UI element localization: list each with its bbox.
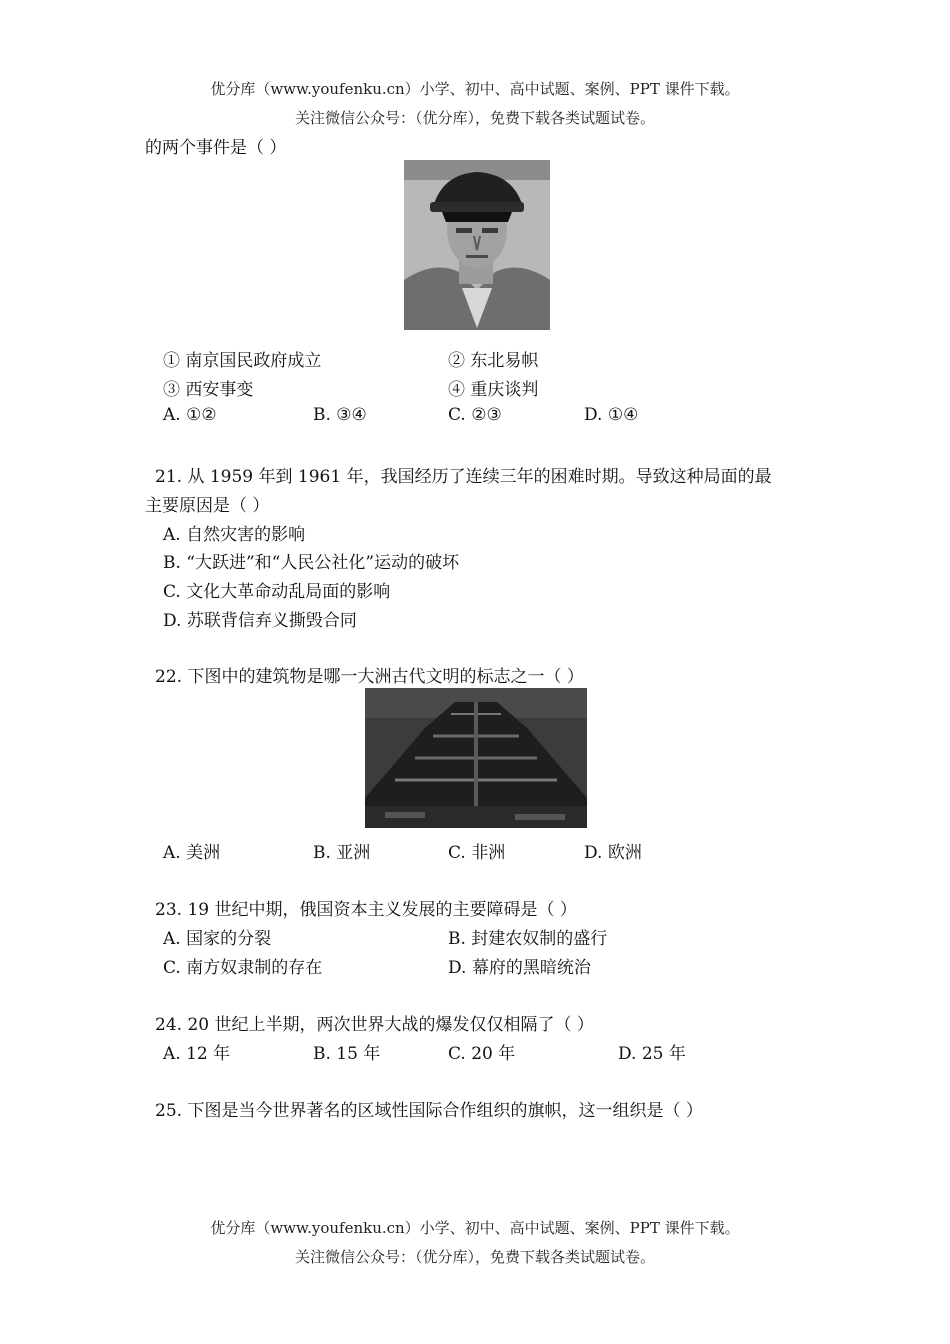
q24-choice-c: C. 20 年 [448,1044,516,1064]
q21-choice-a: A. 自然灾害的影响 [163,525,306,545]
q23-choice-a: A. 国家的分裂 [163,929,272,949]
footer-line-1: 优分库（www.youfenku.cn）小学、初中、高中试题、案例、PPT 课件下载。 [210,1219,740,1237]
q21-stem-line-1: 21. 从 1959 年到 1961 年，我国经历了连续三年的困难时期。导致这种局面的最 [155,467,772,487]
q20-choice-b: B. ③④ [313,405,367,425]
q20-option-2: ② 东北易帜 [448,351,539,371]
q20-option-4: ④ 重庆谈判 [448,380,539,400]
q23-choice-c: C. 南方奴隶制的存在 [163,958,323,978]
header-line-2: 关注微信公众号：（优分库），免费下载各类试题试卷。 [294,109,655,127]
q20-choice-a: A. ①② [163,405,217,425]
portrait-photo [404,160,550,330]
q22-choice-b: B. 亚洲 [313,843,371,863]
q22-choice-c: C. 非洲 [448,843,506,863]
q24-choice-b: B. 15 年 [313,1044,381,1064]
q21-stem-line-2: 主要原因是（ ） [145,496,270,516]
q20-stem-tail: 的两个事件是（ ） [145,138,287,158]
pyramid-photo [365,688,587,828]
q20-option-1: ① 南京国民政府成立 [163,351,322,371]
header-line-1: 优分库（www.youfenku.cn）小学、初中、高中试题、案例、PPT 课件下载。 [210,80,740,98]
q21-choice-b: B. “大跃进”和“人民公社化”运动的破坏 [163,553,460,573]
q23-choice-b: B. 封建农奴制的盛行 [448,929,608,949]
q24-choice-a: A. 12 年 [163,1044,231,1064]
q20-choice-c: C. ②③ [448,405,502,425]
q22-choice-d: D. 欧洲 [584,843,642,863]
q22-choice-a: A. 美洲 [163,843,221,863]
q24-stem: 24. 20 世纪上半期，两次世界大战的爆发仅仅相隔了（ ） [155,1015,594,1035]
q22-stem: 22. 下图中的建筑物是哪一大洲古代文明的标志之一（ ） [155,667,584,687]
q21-choice-c: C. 文化大革命动乱局面的影响 [163,582,391,602]
q21-choice-d: D. 苏联背信弃义撕毁合同 [163,611,357,631]
q20-option-3: ③ 西安事变 [163,380,254,400]
q20-choice-d: D. ①④ [584,405,639,425]
footer-line-2: 关注微信公众号：（优分库），免费下载各类试题试卷。 [294,1248,655,1266]
q23-choice-d: D. 幕府的黑暗统治 [448,958,591,978]
q24-choice-d: D. 25 年 [618,1044,686,1064]
q23-stem: 23. 19 世纪中期，俄国资本主义发展的主要障碍是（ ） [155,900,577,920]
q25-stem: 25. 下图是当今世界著名的区域性国际合作组织的旗帜，这一组织是（ ） [155,1101,703,1121]
